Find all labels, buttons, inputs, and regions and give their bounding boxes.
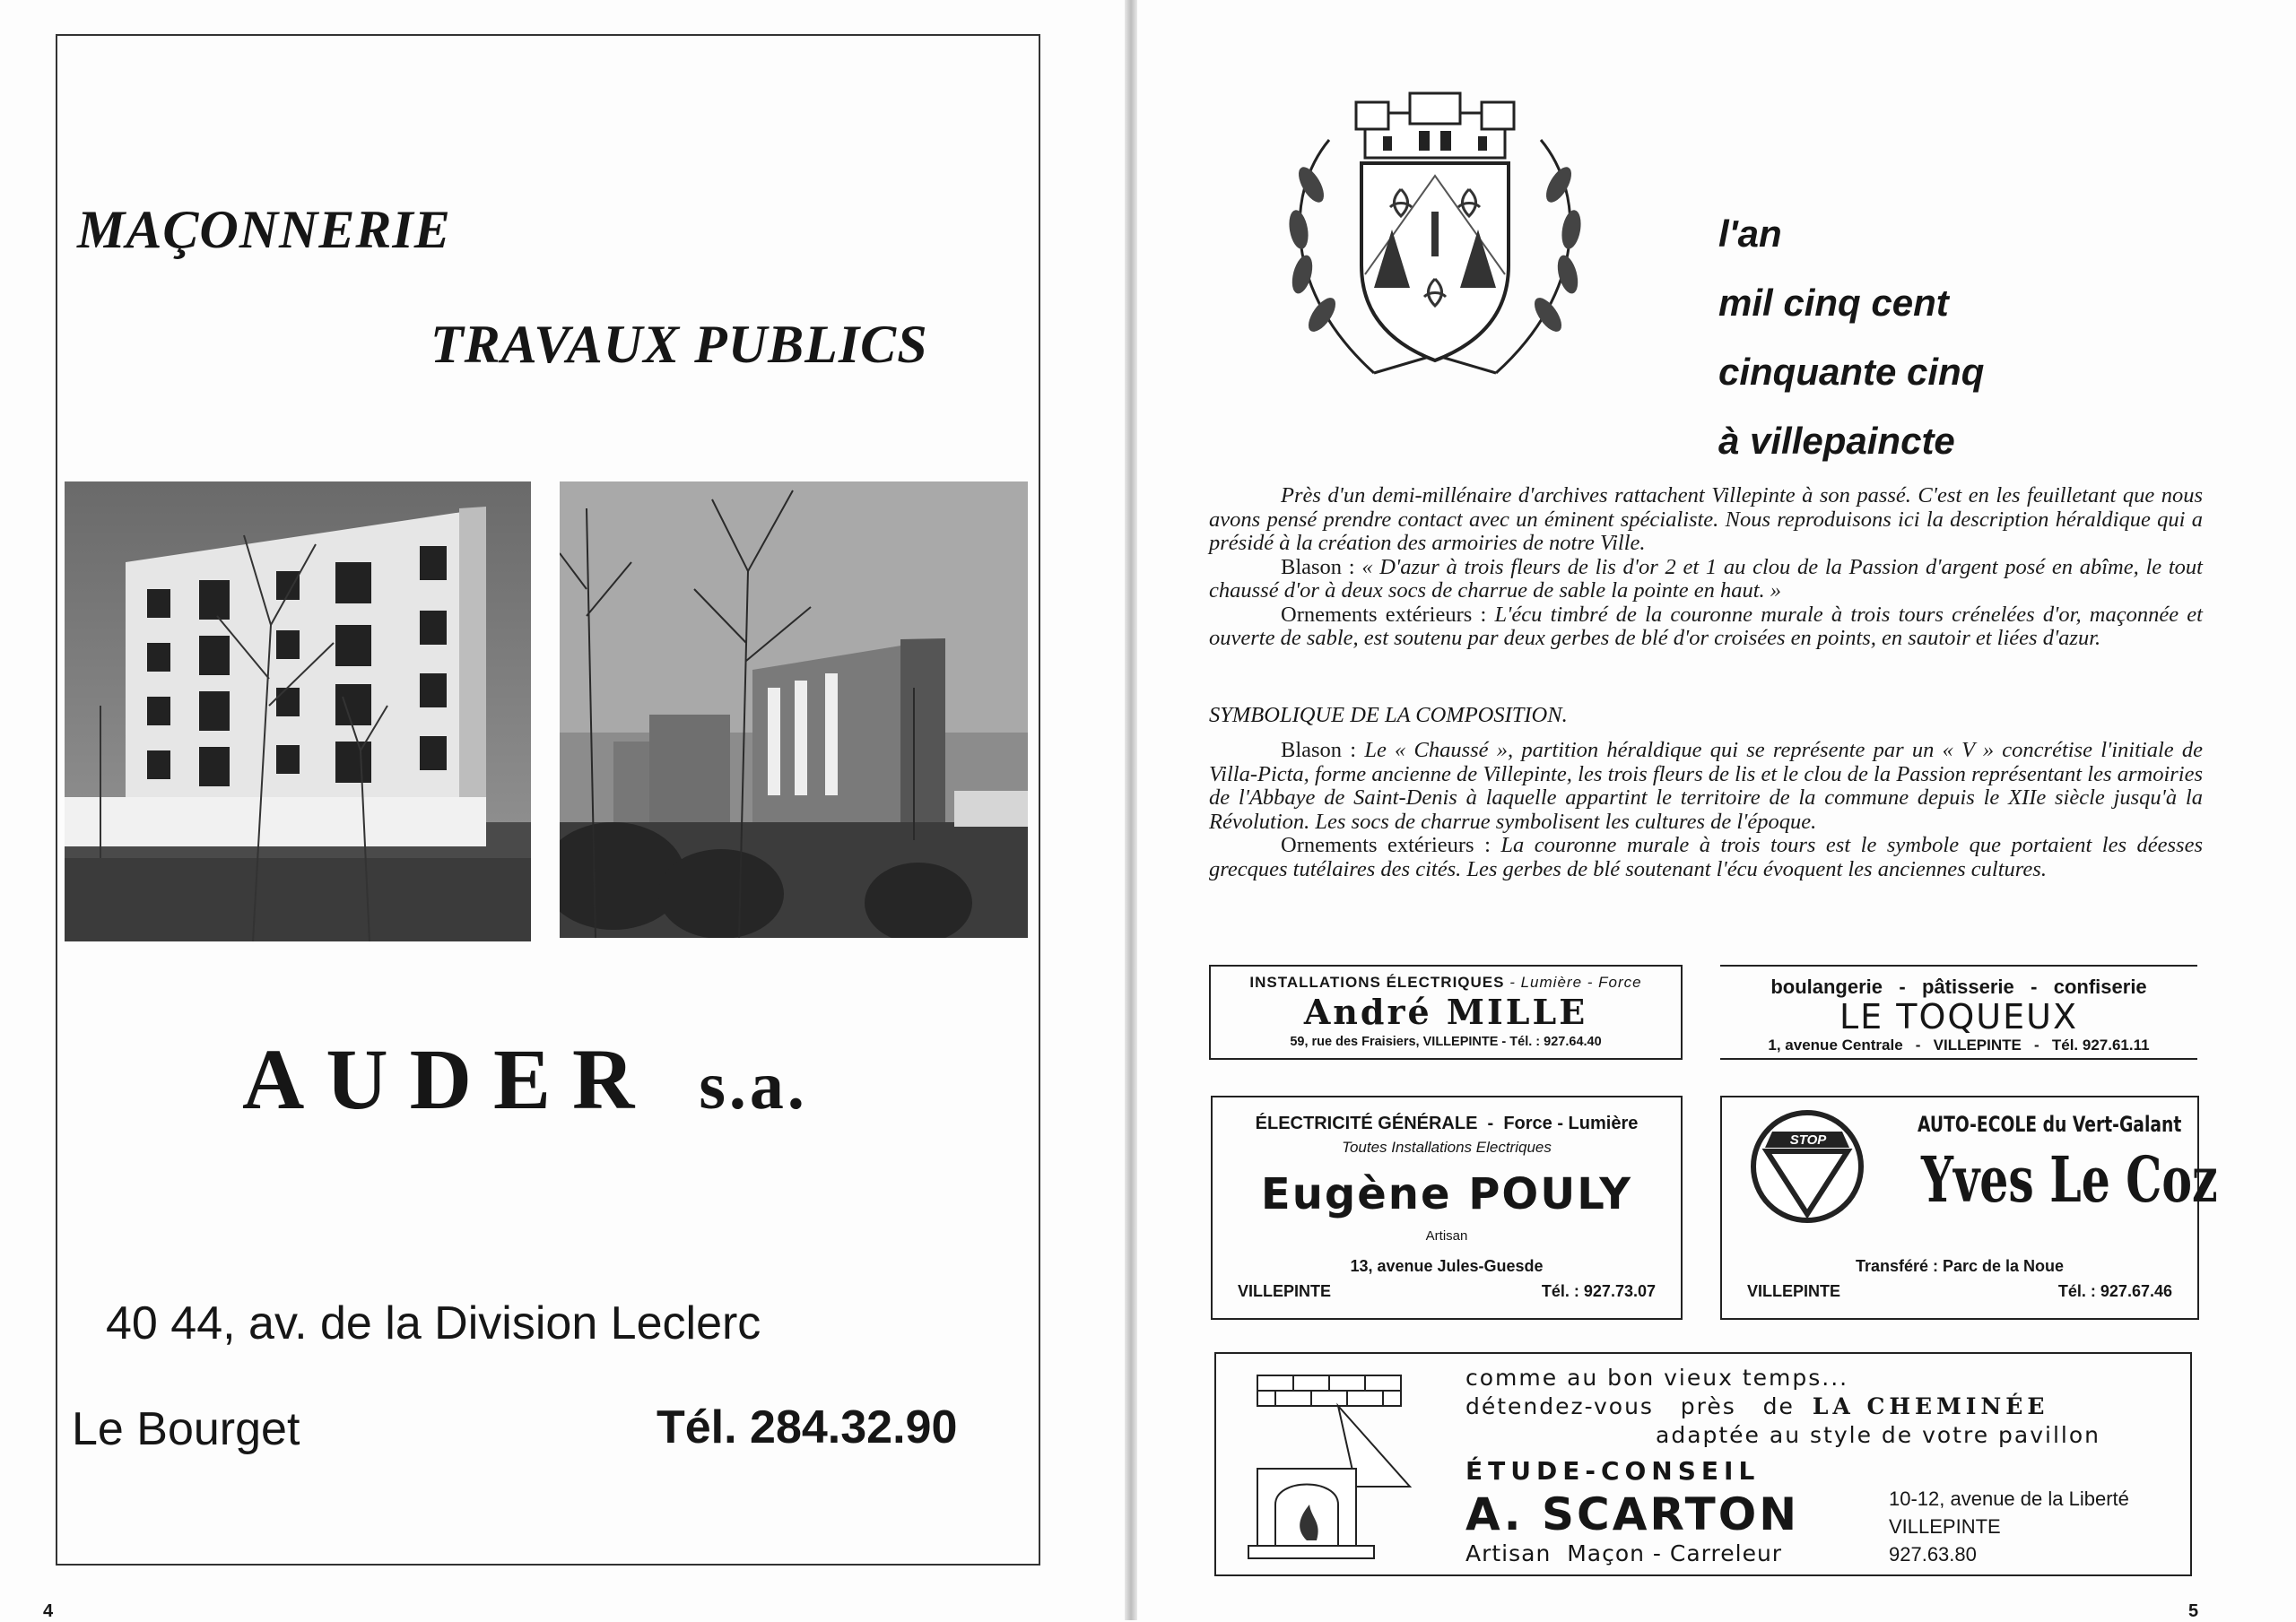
- scarton-line3: adaptée au style de votre pavillon: [1656, 1422, 2101, 1448]
- ad-yves-le-coz: [1720, 1096, 2218, 1320]
- mille-address: 59, rue des Fraisiers, VILLEPINTE - Tél. : 927.64.40: [1290, 1035, 1602, 1049]
- scarton-name: A. SCARTON: [1465, 1488, 1800, 1540]
- lecoz-name: Yves Le Coz: [1921, 1142, 2218, 1217]
- ornements-paragraph: [1209, 603, 2203, 651]
- title-line-4: à villepaincte: [1718, 420, 1955, 462]
- heraldry-description: [1209, 484, 2203, 651]
- company-suffix: s.a.: [699, 1048, 808, 1123]
- lecoz-city: VILLEPINTE: [1747, 1282, 1841, 1300]
- lecoz-address: Transféré : Parc de la Noue: [1855, 1257, 2065, 1275]
- toqueux-name: LE TOQUEUX: [1839, 997, 2078, 1037]
- stop-sign-logo: [1749, 1108, 1866, 1225]
- intro-paragraph: Près d'un demi-millénaire d'archives rattachent Villepinte à son passé. C'est en les feuilletant que nous avons pensé prendre contact avec un éminent spécialiste. Nous reproduisons ici la description héraldique qui a présidé à la création des armoiries de notre Ville.: [1209, 483, 2203, 555]
- pouly-role: Artisan: [1425, 1228, 1468, 1244]
- blason-paragraph: [1209, 556, 2203, 603]
- ad-scarton: [1214, 1352, 2192, 1576]
- title-line-1: l'an: [1718, 213, 1782, 255]
- toqueux-address: 1, avenue Centrale - VILLEPINTE - Tél. 927.61.11: [1768, 1037, 2150, 1054]
- scarton-line2: [1465, 1393, 2048, 1419]
- symbolique-description: [1209, 739, 2203, 881]
- pouly-phone: Tél. : 927.73.07: [1541, 1282, 1656, 1300]
- mille-tagline-bold: INSTALLATIONS ÉLECTRIQUES: [1249, 974, 1505, 991]
- fireplace-illustration: [1239, 1370, 1419, 1564]
- auder-address: 40 44, av. de la Division Leclerc: [106, 1297, 761, 1349]
- symbolique-heading: SYMBOLIQUE DE LA COMPOSITION.: [1209, 703, 1568, 727]
- headline-travaux-publics: TRAVAUX PUBLICS: [430, 315, 928, 374]
- lecoz-phone: Tél. : 927.67.46: [2057, 1282, 2172, 1300]
- scarton-address-3: 927.63.80: [1889, 1543, 1977, 1566]
- ad-le-toqueux: [1720, 965, 2197, 1060]
- stop-text: STOP: [1789, 1132, 1827, 1148]
- villepinte-coat-of-arms: [1275, 86, 1595, 405]
- page-gutter: [1125, 0, 1137, 1620]
- auder-phone: Tél. 284.32.90: [657, 1401, 958, 1453]
- scarton-address-1: 10-12, avenue de la Liberté: [1889, 1488, 2129, 1510]
- building-photo-left: [65, 481, 531, 941]
- sym-ornements-paragraph: [1209, 834, 2203, 881]
- building-photo-right: [560, 481, 1028, 938]
- mille-tagline-rest: - Lumière - Force: [1509, 974, 1642, 991]
- sym-blason-paragraph: [1209, 739, 2203, 834]
- sym-blason-label: Blason :: [1281, 738, 1357, 762]
- scarton-etude-conseil: ÉTUDE-CONSEIL: [1465, 1456, 1761, 1486]
- blason-label: Blason :: [1281, 554, 1355, 579]
- heraldry-title: [1718, 199, 1984, 475]
- auder-city: Le Bourget: [72, 1403, 300, 1455]
- scarton-role: Artisan Maçon - Carreleur: [1465, 1540, 1783, 1566]
- ad-eugene-pouly: [1211, 1096, 1683, 1320]
- scarton-line1: comme au bon vieux temps...: [1465, 1365, 1849, 1391]
- pouly-tagline: ÉLECTRICITÉ GÉNÉRALE - Force - Lumière: [1255, 1114, 1639, 1133]
- pouly-name: Eugène POULY: [1260, 1169, 1633, 1219]
- page-number-right: 5: [2188, 1601, 2199, 1621]
- company-name-auder: [242, 1029, 808, 1129]
- pouly-city: VILLEPINTE: [1238, 1282, 1332, 1300]
- toqueux-tagline: boulangerie - pâtisserie - confiserie: [1770, 976, 2147, 998]
- scarton-la-cheminee: LA CHEMINÉE: [1812, 1393, 2049, 1419]
- title-line-3: cinquante cinq: [1718, 351, 1985, 393]
- pouly-address: 13, avenue Jules-Guesde: [1350, 1257, 1544, 1275]
- sym-ornements-label: Ornements extérieurs :: [1281, 833, 1491, 857]
- ornements-label: Ornements extérieurs :: [1281, 602, 1487, 627]
- scarton-address-2: VILLEPINTE: [1889, 1515, 2001, 1538]
- page-number-left: 4: [43, 1601, 54, 1621]
- mille-name: André MILLE: [1303, 992, 1588, 1032]
- sym-ornements-text: La couronne murale à trois tours est le symbole que portaient les déesses grecques tutélaires des cités. Les gerbes de blé soutenant l'écu évoquent les anciennes cultures.: [1209, 833, 2203, 881]
- mille-tagline: [1211, 974, 1681, 992]
- scarton-line2-text: détendez-vous près de: [1465, 1393, 1795, 1419]
- title-line-2: mil cinq cent: [1718, 282, 1949, 324]
- ad-andre-mille: [1209, 965, 1683, 1060]
- ornements-text: L'écu timbré de la couronne murale à trois tours crénelées d'or, maçonnée et ouverte de sable, est soutenu par deux gerbes de blé d'or croisées en points, en sautoir et liées d'azur.: [1209, 602, 2203, 650]
- blason-text: « D'azur à trois fleurs de lis d'or 2 et 1 au clou de la Passion d'argent posé en abîme, le tout chaussé d'or à deux socs de charrue de sable la pointe en haut. »: [1209, 554, 2203, 603]
- sym-blason-text: Le « Chaussé », partition héraldique qui se représente par un « V » concrétise l'initiale de Villa-Picta, forme ancienne de Villepinte, les trois fleurs de lis et le clou de la Passion représentant les armoiries de l'Abbaye de Saint-Denis à laquelle appartint le territoire de la commune depuis le XIIe siècle jusqu'à la Révolution. Les socs de charrue symbolisent les cultures de l'époque.: [1209, 738, 2203, 834]
- lecoz-tagline: AUTO-ECOLE du Vert-Galant: [1918, 1112, 2182, 1137]
- scarton-address-block: [1889, 1485, 2129, 1568]
- pouly-subtagline: Toutes Installations Electriques: [1342, 1139, 1552, 1156]
- company-name: AUDER: [242, 1031, 657, 1127]
- headline-maconnerie: MAÇONNERIE: [77, 200, 451, 259]
